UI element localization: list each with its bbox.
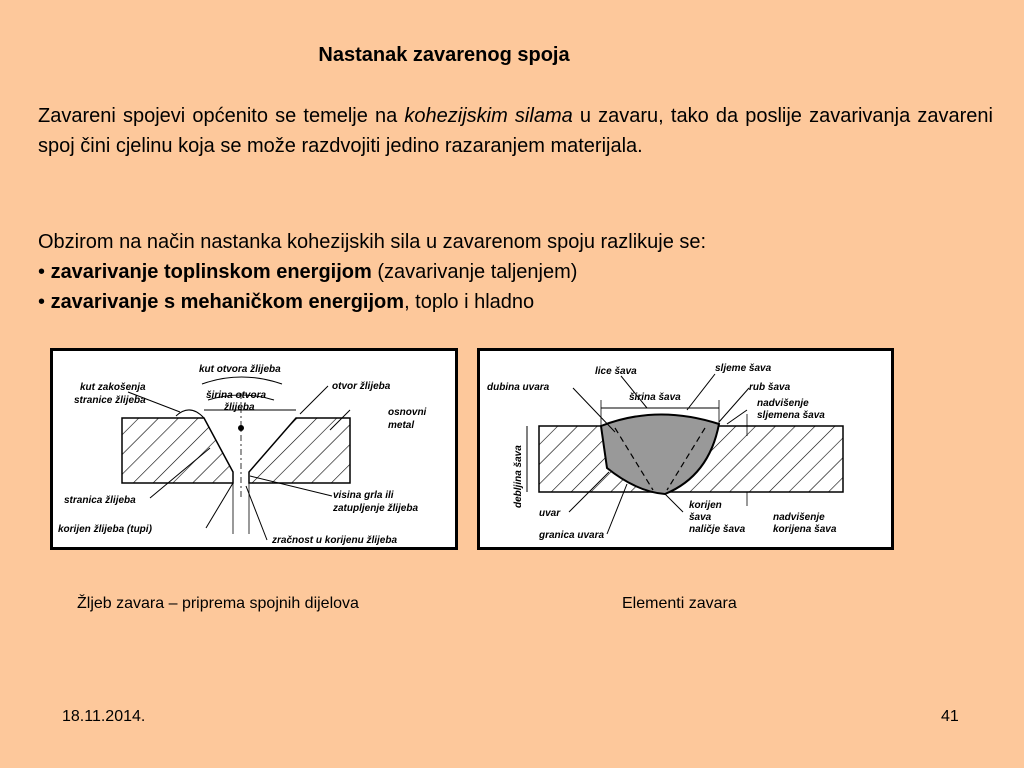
bullet-thermal-bold: zavarivanje toplinskom energijom (50, 261, 372, 283)
label-kut-otvora: kut otvora žlijeba (199, 364, 281, 375)
intro-text-end: u zavaru, tako da poslije zavarivanja zavareni spoj čini cjelinu koja se može razdvojiti jedino razaranjem materijala. (38, 105, 993, 157)
welding-types-paragraph (38, 227, 993, 317)
footer-page-number: 41 (941, 708, 959, 725)
label-nadvisenje-sljemena-1: nadvišenje (757, 398, 809, 409)
label-visina-2: zatupljenje žlijeba (333, 503, 419, 514)
groove-diagram-panel (50, 348, 458, 550)
label-rub: rub šava (749, 382, 791, 393)
label-kut-zakosenja-2: stranice žlijeba (74, 395, 146, 406)
label-sirina-otvora-2: žlijeba (224, 402, 255, 413)
label-dubina: dubina uvara (487, 382, 550, 393)
weld-elements-diagram (477, 348, 894, 550)
welding-types-intro: Obzirom na način nastanka kohezijskih sila u zavarenom spoju razlikuje se: (38, 231, 707, 253)
label-nadvisenje-korijena-2: korijena šava (773, 524, 837, 535)
label-lice: lice šava (595, 366, 637, 377)
label-nadvisenje-sljemena-2: sljemena šava (757, 410, 825, 421)
groove-caption: Žljeb zavara – priprema spojnih dijelova (77, 595, 359, 612)
label-sljeme: sljeme šava (715, 363, 772, 374)
label-sirina: širina šava (629, 392, 681, 403)
label-osnovni-1: osnovni (388, 407, 427, 418)
bullet-item-thermal: • zavarivanje toplinskom energijom (zavarivanje taljenjem) (38, 261, 578, 283)
groove-diagram (50, 348, 458, 550)
weld-elements-caption: Elementi zavara (622, 595, 737, 612)
label-osnovni-2: metal (388, 420, 415, 431)
label-otvor: otvor žlijeba (332, 381, 391, 392)
label-uvar: uvar (539, 508, 561, 519)
intro-text-start: Zavareni spojevi općenito se temelje na (38, 105, 405, 127)
label-stranica: stranica žlijeba (64, 495, 136, 506)
label-visina-1: visina grla ili (333, 490, 394, 501)
bullet-item-mechanical: • zavarivanje s mehaničkom energijom, toplo i hladno (38, 291, 535, 313)
slide-title: Nastanak zavarenog spoja (318, 44, 570, 66)
label-nadvisenje-korijena-1: nadvišenje (773, 512, 825, 523)
intro-paragraph (38, 101, 993, 161)
label-korijen-1: korijen (689, 500, 722, 511)
label-zracnost: zračnost u korijenu žlijeba (272, 535, 398, 546)
bullet-mechanical-bold: zavarivanje s mehaničkom energijom (50, 291, 405, 313)
footer-date: 18.11.2014. (62, 708, 146, 725)
label-sirina-otvora-1: širina otvora (206, 390, 267, 401)
label-korijen: korijen žlijeba (tupi) (58, 524, 152, 535)
weld-elements-panel (477, 348, 894, 550)
bullet-mechanical-rest: , toplo i hladno (404, 291, 535, 313)
label-granica: granica uvara (539, 530, 605, 541)
label-debljina: debljina šava (513, 445, 524, 508)
bullet-thermal-rest: (zavarivanje taljenjem) (371, 261, 578, 283)
intro-italic-term: kohezijskim silama (404, 105, 573, 127)
label-kut-zakosenja-1: kut zakošenja (80, 382, 146, 393)
label-nalicje: naličje šava (689, 524, 746, 535)
label-korijen-2: šava (689, 512, 712, 523)
